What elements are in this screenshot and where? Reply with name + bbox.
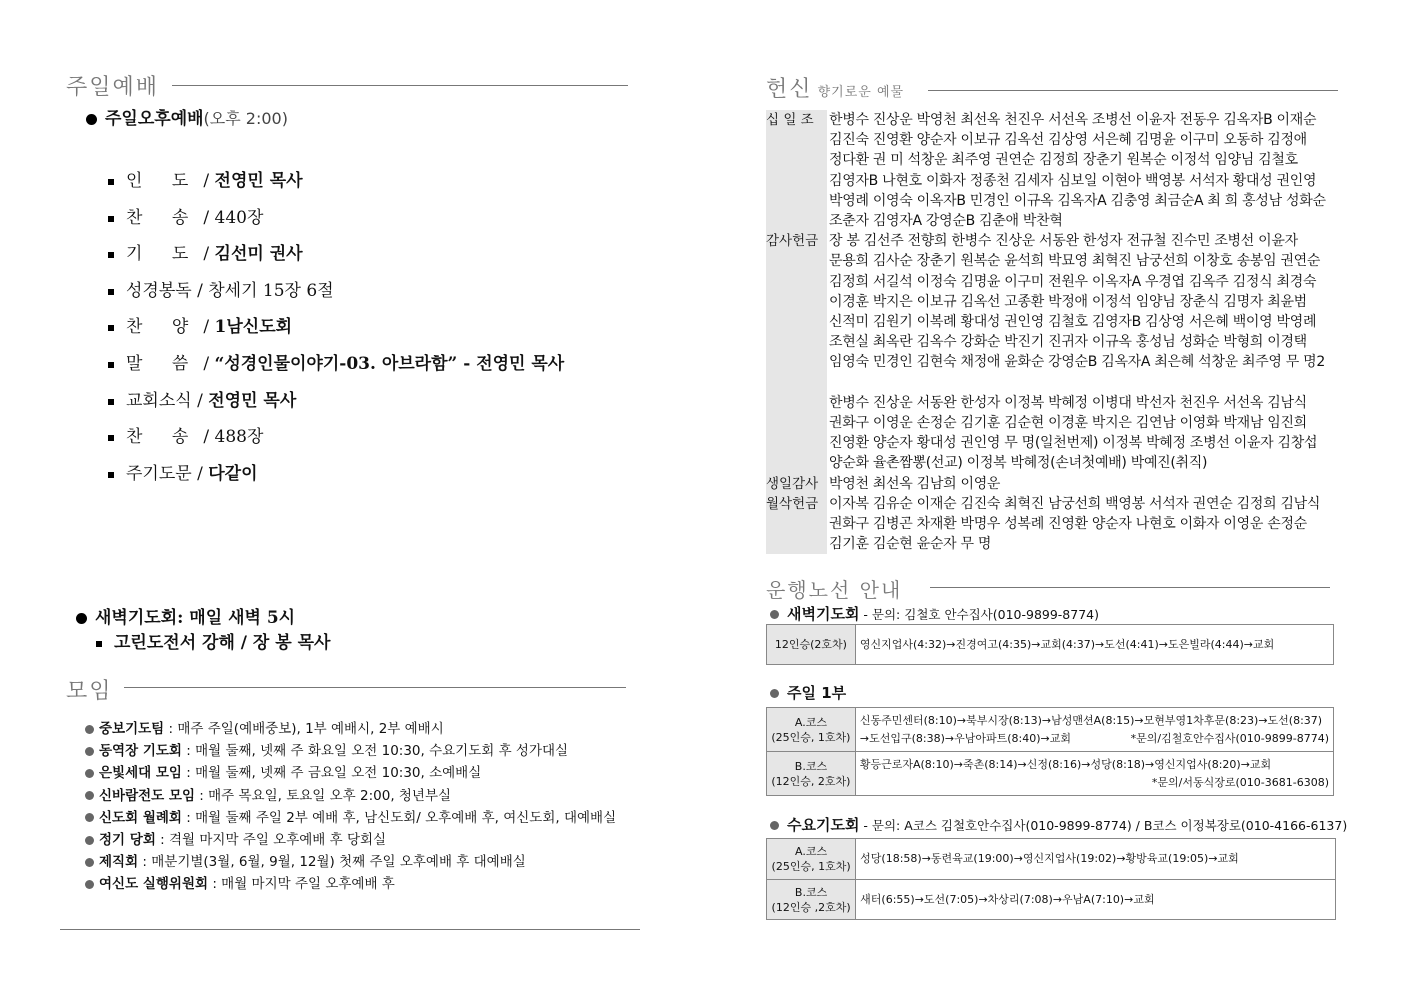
route-note: *문의/김철호안수집사(010-9899-8774) (1130, 731, 1329, 745)
offering-names-line: 장 봉 김선주 전향희 한병수 진상운 서동완 한성자 전규철 진수민 조병선 이윤자 (829, 233, 1298, 250)
route-line: 신동주민센터(8:10)→북부시장(8:13)→남성맨션A(8:15)→모현부영1차후문(8:23)→도선(8:37) (859, 713, 1323, 727)
separator: / (198, 208, 215, 228)
dawn-prayer-title-text: 새벽기도회: 매일 새벽 5시 (95, 608, 296, 628)
separator: / (198, 354, 215, 374)
meeting-item (85, 717, 444, 737)
order-value: 1남신도회 (214, 317, 293, 337)
table-row (767, 880, 1336, 920)
offering-names-line: 한병수 진상운 박영천 최선옥 천진우 서선옥 조병선 이윤자 전동우 김옥자B 이재순 (829, 112, 1317, 128)
square-bullet-icon (108, 289, 114, 295)
bullet-icon (76, 613, 87, 624)
bullet-icon (85, 813, 94, 822)
offering-group-label (766, 474, 827, 494)
meeting-item (85, 828, 386, 848)
worship-order-item (108, 239, 303, 264)
bullet-icon (85, 836, 94, 845)
meeting-name: 제직회 (99, 854, 139, 871)
worship-order-item (108, 203, 263, 228)
order-value: 다같이 (208, 464, 258, 484)
worship-order-item (108, 459, 258, 484)
wednesday-route-table (766, 838, 1336, 920)
offering-names-line: 양순화 율촌짬뽕(선교) 이정복 박혜정(손녀첫예배) 박예진(취직) (829, 455, 1208, 472)
meeting-name: 여신도 실행위원회 (99, 876, 209, 893)
table-row (767, 625, 1334, 665)
meeting-desc: : 격월 마지막 주일 오후예배 후 당회실 (155, 832, 387, 848)
order-label: 말 씀 (126, 354, 189, 374)
separator: / (198, 171, 215, 191)
meetings-section-title: 모임 (66, 679, 113, 704)
separator: / (191, 281, 209, 301)
wednesday-route-inquiry: - 문의: A코스 김철호안수집사(010-9899-8774) / B코스 이정복장로(010-4166-6137) (859, 818, 1348, 833)
meeting-item (85, 850, 526, 870)
square-bullet-icon (108, 252, 114, 258)
meeting-item (85, 872, 395, 892)
course-vehicle: (25인승, 1호차) (771, 730, 851, 744)
square-bullet-icon (108, 472, 114, 478)
worship-order-item (108, 349, 564, 374)
offering-names-line: 박영례 이영숙 이옥자B 민경인 이규옥 김옥자A 김충영 최금순A 최 희 홍성남 성화순 (829, 192, 1326, 209)
car-cell (767, 839, 856, 880)
route-cell: 영신지업사(4:32)→진경여고(4:35)→교회(4:37)→도선(4:41)→도은빌라(4:44)→교회 (855, 625, 1333, 665)
offering-group-names (829, 494, 1344, 555)
dawn-route-header (770, 603, 1099, 624)
bullet-icon (85, 725, 94, 734)
meeting-item (85, 739, 568, 759)
offering-names-line: 신적미 김원기 이복례 황대성 권인영 김철호 김영자B 김상영 서은혜 백이영 박영례 (829, 313, 1317, 330)
bullet-icon (85, 791, 94, 800)
dawn-route-inquiry: - 문의: 김철호 안수집사(010-9899-8774) (859, 607, 1100, 622)
offering-group-label (766, 231, 827, 473)
order-value: 전영민 목사 (214, 171, 303, 191)
dawn-prayer-item (96, 628, 330, 653)
offering-group-label-text: 감사헌금 (766, 233, 819, 250)
meeting-item (85, 806, 616, 826)
course-name: A.코스 (795, 845, 828, 858)
route-cell: 성당(18:58)→동련육교(19:00)→영신지업사(19:02)→황방육교(19:05)→교회 (856, 839, 1336, 880)
route-cell (855, 708, 1333, 752)
offering-names-line: 김정희 서길석 이정숙 김명윤 이구미 전원우 이옥자A 우경엽 김옥주 김정식 최경숙 (829, 273, 1317, 290)
bullet-icon (85, 880, 94, 889)
separator: / (191, 391, 209, 411)
sunday-afternoon-service (86, 104, 288, 129)
car-cell: 12인승(2호차) (767, 625, 856, 665)
offering-section-header (766, 72, 904, 103)
order-label: 교회소식 (126, 391, 192, 411)
meeting-name: 신바람전도 모임 (99, 787, 195, 804)
worship-section-title: 주일예배 (66, 75, 160, 100)
offering-names-line: 한병수 진상운 서동완 한성자 이정복 박혜정 이병대 박선자 천진우 서선옥 김남식 (829, 394, 1307, 411)
worship-order-item (108, 166, 303, 191)
order-value: 전영민 목사 (208, 391, 297, 411)
car-cell (767, 708, 856, 752)
square-bullet-icon (108, 216, 114, 222)
order-label: 기 도 (126, 244, 189, 264)
order-value: 488장 (214, 427, 264, 447)
meeting-name: 신도회 월례회 (99, 809, 182, 826)
offering-names-line: 김영자B 나현호 이화자 정종천 김세자 심보일 이현아 백영봉 서석자 황대성 권인영 (829, 172, 1317, 189)
course-vehicle: (12인승, 2호차) (771, 774, 851, 788)
offering-group-names (829, 231, 1344, 473)
offering-names-line: 권화구 이영운 손정순 김기훈 김순현 이경훈 박지은 김연남 이영화 박재남 임진희 (829, 414, 1307, 431)
meeting-desc: : 매월 둘째, 넷째 주 화요일 오전 10:30, 수요기도회 후 성가대실 (181, 743, 569, 760)
offering-names-line: 조춘자 김영자A 강영순B 김춘애 박찬혁 (829, 212, 1063, 229)
worship-order-item (108, 276, 334, 301)
left-bottom-rule (60, 929, 640, 930)
route-cell: 새터(6:55)→도선(7:05)→차상리(7:08)→우남A(7:10)→교회 (856, 880, 1336, 920)
square-bullet-icon (108, 325, 114, 331)
square-bullet-icon (108, 435, 114, 441)
order-label: 인 도 (126, 171, 189, 191)
dawn-prayer-title (76, 603, 295, 628)
separator: / (198, 244, 215, 264)
offering-names-line: 박영천 최선옥 김남희 이영운 (829, 475, 1001, 492)
offering-group-label-text: 생일감사 (766, 475, 819, 492)
offering-subtitle: 향기로운 예물 (817, 85, 905, 100)
meeting-name: 중보기도팀 (99, 721, 165, 737)
offering-names-line (829, 373, 1344, 393)
route-line: 황등근로자A(8:10)→죽촌(8:14)→신정(8:16)→성당(8:18)→영신지업사(8:20)→교회 (859, 757, 1272, 771)
offering-names-line: 김진숙 진영환 양순자 이보규 김옥선 김상영 서은혜 김명윤 이구미 오동하 김정애 (829, 132, 1307, 149)
offering-group-label-text: 월삭헌금 (766, 495, 819, 512)
offering-names-line: 조현실 최옥란 김옥수 강화순 박진기 진귀자 이규옥 홍성님 성화순 박형희 이경택 (829, 334, 1307, 351)
meeting-name: 정기 당회 (99, 832, 156, 848)
worship-order-item (108, 386, 296, 411)
bullet-icon (86, 114, 97, 125)
offering-names-line: 김기훈 김순현 윤순자 무 명 (829, 536, 992, 553)
car-cell (767, 880, 856, 920)
bullet-icon (85, 747, 94, 756)
order-value: 440장 (214, 208, 264, 228)
meeting-desc: : 매분기별(3월, 6월, 9월, 12월) 첫째 주일 오후예배 후 대예배실 (138, 854, 526, 871)
offering-names-line: 임영숙 민경인 김현숙 채정애 윤화순 강영순B 김옥자A 최은혜 석창운 최주영 무 명2 (829, 354, 1326, 371)
bullet-icon (770, 821, 779, 830)
offering-title: 헌신 (766, 77, 813, 102)
table-row (767, 708, 1334, 752)
square-bullet-icon (108, 179, 114, 185)
offering-names-line: 이자복 김유순 이재순 김진숙 최혁진 남궁선희 백영봉 서석자 권연순 김정희 김남식 (829, 495, 1321, 512)
meeting-item (85, 761, 481, 781)
bullet-icon (85, 769, 94, 778)
meetings-title-rule (124, 687, 626, 688)
meeting-name: 동역장 기도회 (99, 743, 182, 760)
routes-title-rule (930, 587, 1330, 588)
dawn-prayer-item-text: 고린도전서 강해 / 장 봉 목사 (114, 633, 331, 653)
wednesday-route-name: 수요기도회 (787, 816, 860, 834)
order-label: 찬 송 (126, 208, 189, 228)
square-bullet-icon (108, 399, 114, 405)
worship-order-item (108, 422, 263, 447)
offering-names-line: 정다환 권 미 석창운 최주영 권연순 김정희 장춘기 원복순 이정석 임양님 김철호 (829, 152, 1298, 169)
sunday-route-header (770, 682, 846, 703)
order-label: 찬 송 (126, 427, 189, 447)
bullet-icon (770, 610, 779, 619)
course-vehicle: (25인승, 1호차) (771, 860, 851, 873)
order-label: 찬 양 (126, 317, 189, 337)
bullet-icon (770, 689, 779, 698)
route-note: *문의/서동식장로(010-3681-6308) (1151, 775, 1329, 789)
order-label: 성경봉독 (126, 281, 192, 301)
wednesday-route-header (770, 814, 1347, 835)
route-cell (855, 752, 1333, 796)
table-row (767, 839, 1336, 880)
worship-order-item (108, 312, 292, 337)
bullet-icon (85, 858, 94, 867)
order-value: 창세기 15장 6절 (208, 281, 334, 301)
offering-names-line: 진영환 양순자 황대성 권인영 무 명(일천번제) 이정복 박혜정 조병선 이윤자 김창섭 (829, 435, 1318, 452)
meeting-desc: : 매주 목요일, 토요일 오후 2:00, 청년부실 (195, 787, 452, 804)
sunday-route-name: 주일 1부 (787, 684, 847, 702)
offering-group-label-text: 십 일 조 (766, 112, 814, 128)
dawn-route-name: 새벽기도회 (787, 605, 860, 623)
meeting-desc: : 매월 둘째, 넷째 주 금요일 오전 10:30, 소예배실 (181, 765, 482, 782)
offering-group-label (766, 110, 827, 231)
meeting-item (85, 784, 451, 804)
offering-names-line: 권화구 김병곤 차재환 박명우 성복례 진영환 양순자 나현호 이화자 이영운 손정순 (829, 515, 1307, 532)
meeting-desc: : 매주 주일(예배중보), 1부 예배시, 2부 예배시 (164, 721, 444, 737)
separator: / (198, 317, 215, 337)
service-name: 주일오후예배 (105, 109, 204, 129)
dawn-route-table (766, 624, 1334, 665)
route-line-2 (860, 730, 1329, 748)
meeting-desc: : 매월 마지막 주일 오후예배 후 (208, 876, 395, 893)
offering-group-label (766, 494, 827, 555)
course-vehicle: (12인승 ,2호차) (771, 900, 851, 914)
table-row (767, 752, 1334, 796)
worship-title-rule (172, 85, 628, 86)
square-bullet-icon (108, 362, 114, 368)
route-line-text: →도선입구(8:38)→우남아파트(8:40)→교회 (859, 731, 1071, 745)
offering-group-names (829, 110, 1344, 231)
order-label: 주기도문 (126, 464, 192, 484)
square-bullet-icon (96, 641, 102, 647)
separator: / (198, 427, 215, 447)
routes-section-title: 운행노선 안내 (766, 578, 903, 602)
offering-names-line: 문용희 김사순 장춘기 원복순 윤석희 박묘영 최혁진 남궁선희 이창호 송봉임 권연순 (829, 253, 1321, 270)
course-name: B.코스 (794, 885, 828, 899)
order-value: “성경인물이야기-03. 아브라함” - 전영민 목사 (214, 354, 565, 374)
meeting-name: 은빛세대 모임 (99, 765, 182, 782)
offering-title-rule (928, 90, 1338, 91)
separator: / (191, 464, 209, 484)
course-name: A.코스 (794, 715, 827, 729)
sunday-route-table (766, 707, 1334, 796)
meeting-desc: : 매월 둘째 주일 2부 예배 후, 남신도회/ 오후예배 후, 여신도회, 대예배실 (181, 809, 617, 826)
course-name: B.코스 (794, 759, 828, 773)
offering-group-names (829, 474, 1344, 494)
offering-names-line: 이경훈 박지은 이보규 김옥선 고종환 박정애 이정석 임양님 장춘식 김명자 최윤범 (829, 293, 1307, 310)
service-time: (오후 2:00) (203, 109, 288, 128)
order-value: 김선미 권사 (214, 244, 303, 264)
car-cell (767, 752, 856, 796)
